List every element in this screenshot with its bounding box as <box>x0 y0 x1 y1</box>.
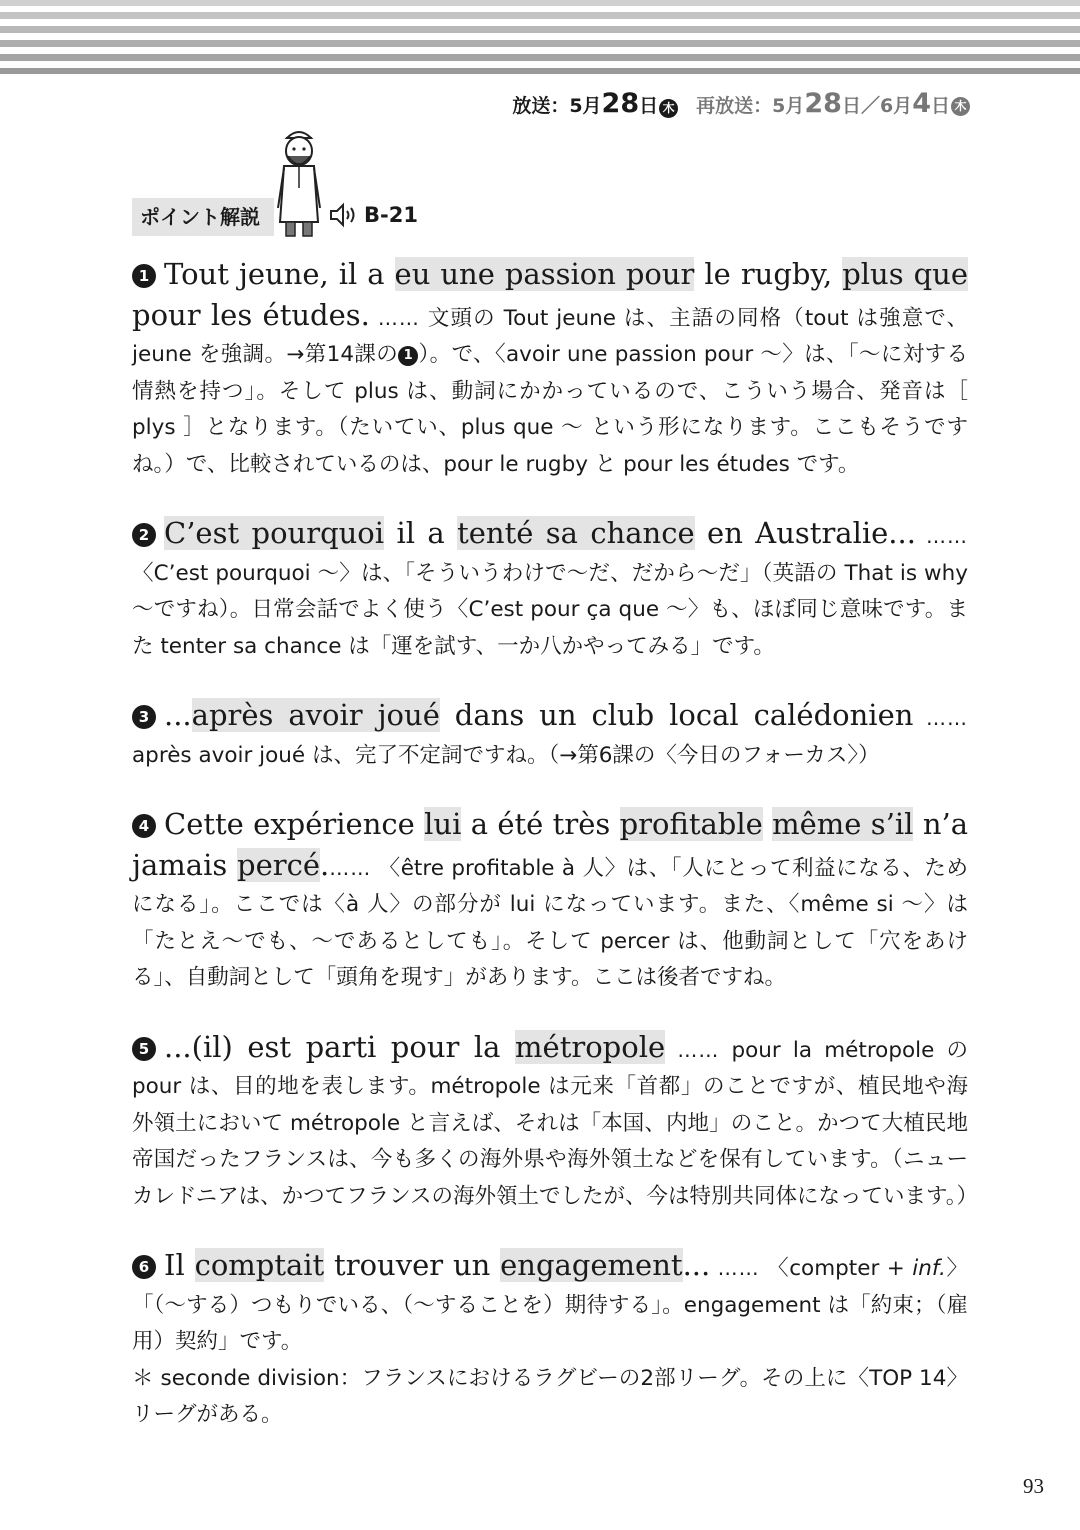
item-number: 4 <box>132 814 156 838</box>
french-sentence: ...après avoir joué dans un club local calédonien <box>164 698 914 732</box>
explanation-text: 〈être profitable à 人〉は、「人にとって利益になる、ためになる」。ここでは〈à 人〉の部分が lui になっています。また、〈même si 〜〉は「たとえ〜でも、〜であるとしても」。そして percer は、他動詞として「穴をあける」、自動詞として「頭角を現す」があります。ここは後者ですね。 <box>132 855 968 990</box>
dots-separator: …… <box>677 1037 720 1062</box>
weekday-badge: 木 <box>659 99 678 118</box>
broadcast-label: 放送：5月 <box>512 95 602 117</box>
explanation-text: après avoir joué は、完了不定詞ですね。（→第6課の〈今日のフォーカス〉） <box>132 742 880 768</box>
rebroadcast-weekday-badge: 木 <box>951 97 970 116</box>
rebroadcast-mid: 日／6月 <box>841 95 913 117</box>
broadcast-schedule <box>512 88 970 119</box>
french-sentence: ...(il) est parti pour la métropole <box>164 1029 666 1064</box>
explanation-text: 〈C’est pourquoi 〜〉は、「そういうわけで〜だ、だから〜だ」（英語の That is why 〜ですね）。日常会話でよく使う〈C’est pour ça que 〜〉も、ほぼ同じ意味です。また tenter sa chance は「運を試す、一か八かやってみる」です。 <box>132 560 968 659</box>
dots-separator: …… <box>329 855 372 880</box>
french-sentence: Il comptait trouver un engagement... <box>164 1248 711 1282</box>
explanation-text: 文頭の Tout jeune は、主語の同格（tout は強意で、jeune を強調。→第14課の 1 ）。で、〈avoir une passion pour 〜〉は、「〜に対する情熱を持つ」。そして plus は、動詞にかかっているので、こういう場合、発音は［ plys ］となります。（たいてい、plus que 〜 という形になります。ここもそうですね。）で、比較されているのは、pour le rugby と pour les études です。 <box>132 305 969 477</box>
rebroadcast-unit: 日 <box>930 95 950 117</box>
page-number: 93 <box>1023 1474 1044 1498</box>
footnote: ＊ seconde division：フランスにおけるラグビーの2部リーグ。その上に〈TOP 14〉リーグがある。 <box>132 1365 968 1427</box>
dots-separator: …… <box>925 706 968 730</box>
broadcast-unit: 日 <box>639 95 659 117</box>
point-explanations <box>132 256 979 1434</box>
teacher-illustration <box>272 126 326 240</box>
dots-separator: …… <box>377 305 420 330</box>
point-label: ポイント解説 <box>132 198 274 236</box>
french-sentence: C’est pourquoi il a tenté sa chance en Australie... <box>164 516 916 550</box>
dots-separator: …… <box>925 524 968 548</box>
explanation-item-5 <box>132 1029 979 1216</box>
speaker-icon <box>328 202 358 228</box>
item-number: 1 <box>132 264 156 288</box>
audio-reference <box>328 202 418 228</box>
rebroadcast-day2: 4 <box>912 88 931 119</box>
ref-number: 1 <box>398 346 418 366</box>
explanation-text: pour la métropole の pour は、目的地を表します。métropole は元来「首都」のことですが、植民地や海外領土において métropole と言えば、それは「本国、内地」のこと。かつて大植民地帝国だったフランスは、今も多くの海外県や海外領土などを保有しています。（ニューカレドニアは、かつてフランスの海外領土でしたが、今は特別共同体になっています。） <box>132 1037 979 1209</box>
explanation-item-2 <box>132 515 968 665</box>
explanation-text: 〈compter + inf.〉「（〜する）つもりでいる、（〜することを）期待する」。engagement は「約束；（雇用）契約」です。 <box>132 1256 968 1354</box>
french-sentence: Cette expérience lui a été très profitable même s’il n’a jamais percé. <box>132 807 969 882</box>
explanation-item-6 <box>132 1247 968 1434</box>
item-number: 2 <box>132 523 156 547</box>
item-number: 3 <box>132 705 156 729</box>
explanation-item-3 <box>132 697 968 774</box>
french-sentence: Tout jeune, il a eu une passion pour le rugby, plus que pour les études. <box>132 257 968 332</box>
rebroadcast-day1: 28 <box>804 88 842 119</box>
broadcast-day: 28 <box>601 88 640 119</box>
explanation-item-4 <box>132 806 968 997</box>
explanation-item-1 <box>132 256 968 483</box>
header-stripes <box>0 0 1080 78</box>
rebroadcast <box>696 88 970 119</box>
rebroadcast-label: 再放送：5月 <box>696 95 805 117</box>
item-number: 5 <box>132 1037 156 1061</box>
audio-track-code: B-21 <box>364 203 418 227</box>
dots-separator: …… <box>717 1256 760 1280</box>
item-number: 6 <box>132 1255 156 1279</box>
